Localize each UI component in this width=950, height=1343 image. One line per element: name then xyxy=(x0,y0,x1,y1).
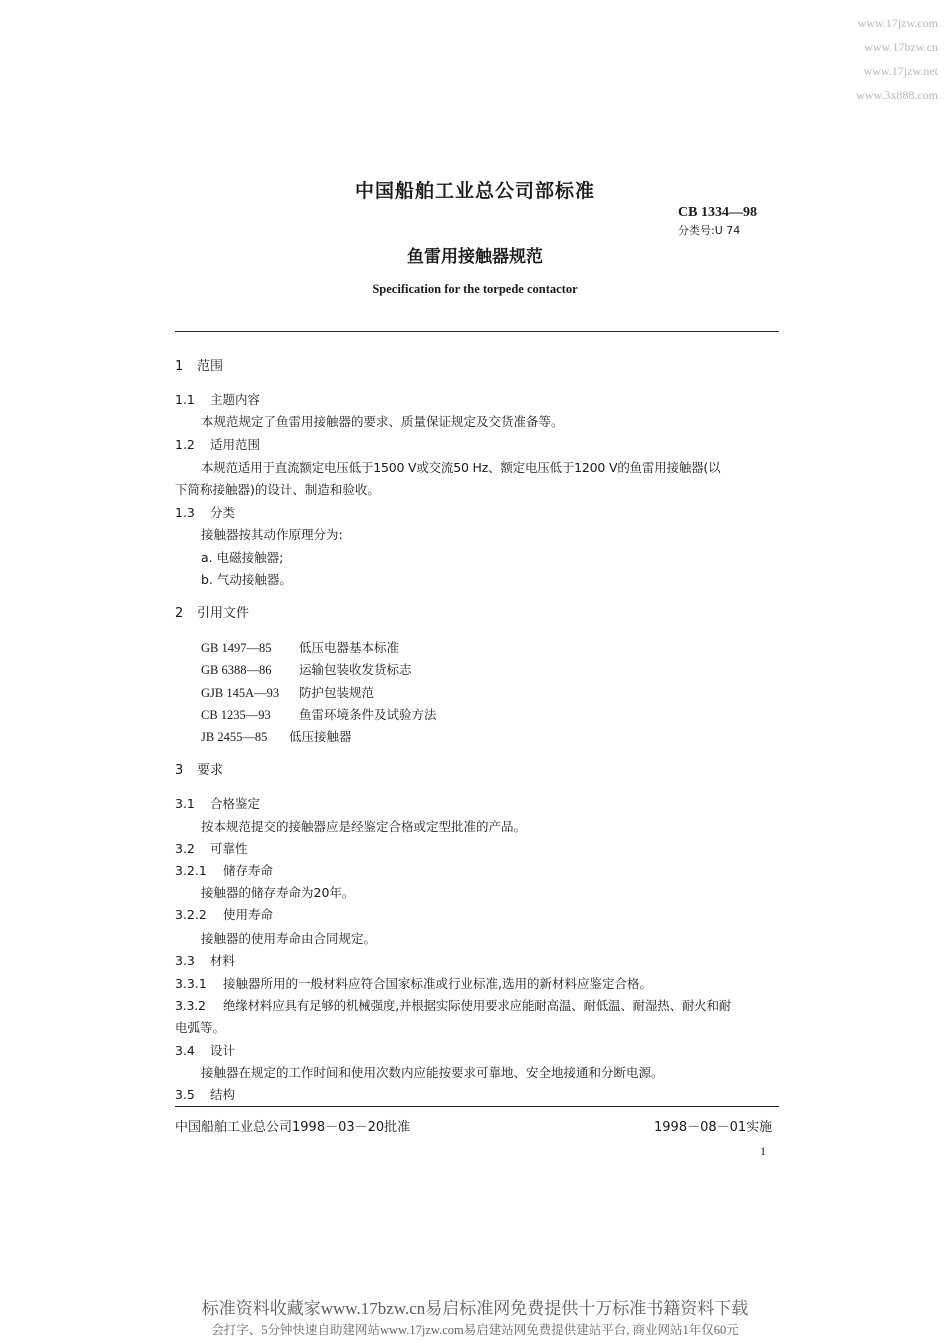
banner-line: 标准资料收藏家www.17bzw.cn易启标准网免费提供十万标准书籍资料下载 xyxy=(201,1299,749,1318)
subsection-heading: 3.2 可靠性 xyxy=(175,841,248,856)
subsection-heading: 1.3 分类 xyxy=(175,505,236,520)
paragraph: 接触器按其动作原理分为: xyxy=(201,527,343,542)
reference-item: CB 1235—93 鱼雷环境条件及试验方法 xyxy=(201,707,437,722)
subsection-heading: 1.2 适用范围 xyxy=(175,437,261,452)
document-subtitle: Specification for the torpede contactor xyxy=(372,282,578,296)
standard-code: CB 1334—98 xyxy=(678,205,757,220)
paragraph: 电弧等。 xyxy=(175,1020,226,1035)
subsection-heading: 3.4 设计 xyxy=(175,1043,236,1058)
reference-item: GJB 145A—93 防护包装规范 xyxy=(201,685,375,700)
subsection-heading: 3.2.1 储存寿命 xyxy=(175,863,274,878)
subsection-heading: 3.3 材料 xyxy=(175,953,236,968)
reference-item: JB 2455—85 低压接触器 xyxy=(201,729,352,744)
watermark-line: www.17jzw.net xyxy=(863,64,938,78)
watermark-line: www.17bzw.cn xyxy=(864,40,938,54)
paragraph: 本规范规定了鱼雷用接触器的要求、质量保证规定及交货准备等。 xyxy=(201,414,564,429)
paragraph: 3.3.1 接触器所用的一般材料应符合国家标准或行业标准,选用的新材料应鉴定合格。 xyxy=(175,976,652,991)
effective-date: 1998－08－01实施 xyxy=(654,1120,773,1135)
reference-item: GB 6388—86 运输包装收发货标志 xyxy=(201,662,412,677)
paragraph: 接触器在规定的工作时间和使用次数内应能按要求可靠地、安全地接通和分断电源。 xyxy=(201,1065,664,1080)
classification-number: 分类号:U 74 xyxy=(678,224,741,237)
watermark-line: www.17jzw.com xyxy=(857,16,938,30)
paragraph: 接触器的使用寿命由合同规定。 xyxy=(201,931,377,946)
subsection-heading: 3.2.2 使用寿命 xyxy=(175,907,274,922)
watermark-line: www.3x888.com xyxy=(856,88,938,102)
page-number: 1 xyxy=(760,1144,766,1158)
section-heading: 2 引用文件 xyxy=(175,606,250,621)
document-title: 鱼雷用接触器规范 xyxy=(407,247,543,267)
issuing-organization: 中国船舶工业总公司部标准 xyxy=(354,180,595,202)
section-heading: 3 要求 xyxy=(175,763,224,778)
list-item: a. 电磁接触器; xyxy=(201,550,284,565)
banner-line: 会打字、5分钟快速自助建网站www.17jzw.com易启建站网免费提供建站平台, 商业网站1年仅60元 xyxy=(211,1323,739,1337)
list-item: b. 气动接触器。 xyxy=(201,572,292,587)
paragraph: 按本规范提交的接触器应是经鉴定合格或定型批准的产品。 xyxy=(201,819,527,834)
paragraph: 接触器的储存寿命为20年。 xyxy=(201,885,355,900)
paragraph: 本规范适用于直流额定电压低于1500 V或交流50 Hz、额定电压低于1200 V的鱼雷用接触器(以 xyxy=(201,460,721,475)
subsection-heading: 3.5 结构 xyxy=(175,1087,236,1102)
subsection-heading: 1.1 主题内容 xyxy=(175,392,261,407)
reference-item: GB 1497—85 低压电器基本标准 xyxy=(201,640,400,655)
approval-date: 中国船舶工业总公司1998－03－20批准 xyxy=(175,1120,411,1135)
header-divider xyxy=(175,331,779,332)
paragraph: 下简称接触器)的设计、制造和验收。 xyxy=(175,482,380,497)
section-heading: 1 范围 xyxy=(175,359,224,374)
footer-divider xyxy=(175,1106,779,1107)
paragraph: 3.3.2 绝缘材料应具有足够的机械强度,并根据实际使用要求应能耐高温、耐低温、耐湿热、耐火和耐 xyxy=(175,998,732,1013)
subsection-heading: 3.1 合格鉴定 xyxy=(175,796,261,811)
